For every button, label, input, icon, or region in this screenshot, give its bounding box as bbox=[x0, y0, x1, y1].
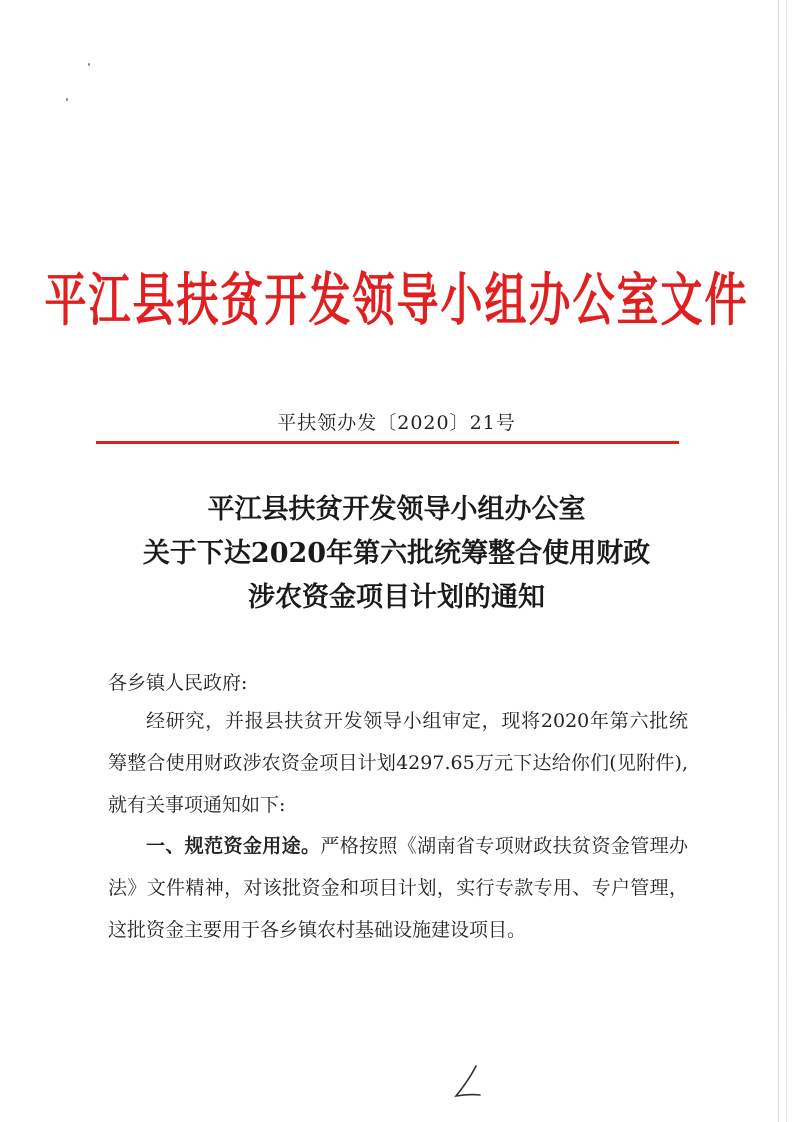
notice-title-line-1: 平江县扶贫开发领导小组办公室 bbox=[207, 494, 586, 525]
notice-title-line-3: 涉农资金项目计划的通知 bbox=[248, 582, 545, 613]
salutation: 各乡镇人民政府: bbox=[108, 672, 248, 694]
handwritten-page-number bbox=[446, 1062, 486, 1102]
notice-title-line-2: 关于下达2020年第六批统筹整合使用财政 bbox=[142, 538, 651, 569]
body-paragraph-1: 经研究，并报县扶贫开发领导小组审定，现将2020年第六批统筹整合使用财政涉农资金项目计划4297.65万元下达给你们(见附件),就有关事项通知如下: bbox=[108, 710, 688, 816]
section-body: 严格按照《湖南省专项财政扶贫资金管理办法》文件精神，对该批资金和项目计划，实行专款专用、专户管理，这批资金主要用于各乡镇农村基础设施建设项目。 bbox=[108, 835, 688, 941]
document-number: 平扶领办发〔2020〕21号 bbox=[277, 412, 516, 434]
red-divider-line bbox=[96, 441, 679, 444]
document-header-title: 平江县扶贫开发领导小组办公室文件 bbox=[44, 267, 749, 334]
body-paragraph-2 bbox=[108, 825, 688, 951]
scan-speck bbox=[88, 63, 90, 66]
section-heading: 一、规范资金用途。 bbox=[146, 835, 321, 857]
notice-title bbox=[0, 488, 793, 620]
scan-speck bbox=[66, 98, 68, 101]
